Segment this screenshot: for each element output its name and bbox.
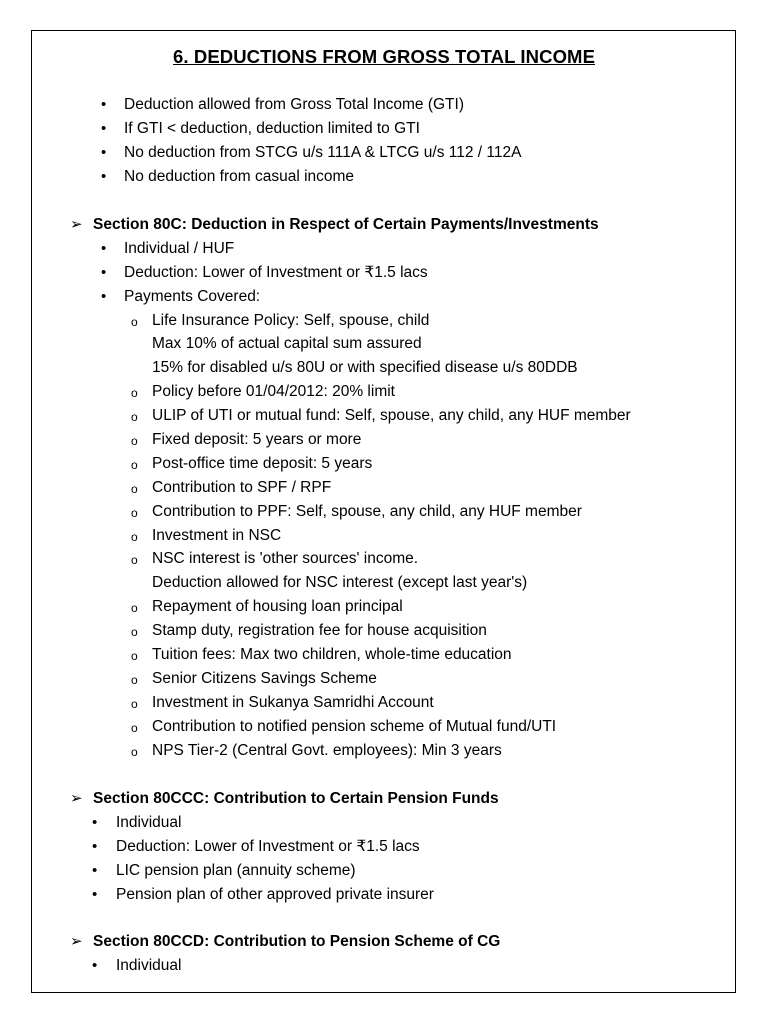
sec80ccd-bullet-1: Individual: [116, 957, 182, 974]
sec80c-item-continuation: 15% for disabled u/s 80U or with specified disease u/s 80DDB: [152, 359, 578, 376]
sec80c-item: Fixed deposit: 5 years or more: [152, 431, 362, 448]
arrow-bullet-icon: ➢: [70, 790, 83, 807]
sec80c-item: Repayment of housing loan principal: [152, 598, 403, 615]
sub-bullet-icon: o: [131, 673, 138, 687]
bullet-icon: •: [92, 838, 98, 855]
sec80c-item: ULIP of UTI or mutual fund: Self, spouse, any child, any HUF member: [152, 407, 631, 424]
sub-bullet-icon: o: [131, 482, 138, 496]
bullet-icon: •: [92, 862, 98, 879]
intro-bullet-3: No deduction from STCG u/s 111A & LTCG u/s 112 / 112A: [124, 144, 522, 161]
sec80c-bullet-1: Individual / HUF: [124, 240, 235, 257]
sub-bullet-icon: o: [131, 697, 138, 711]
section-80c-heading: Section 80C: Deduction in Respect of Certain Payments/Investments: [93, 216, 599, 233]
sec80ccc-bullet-2: Deduction: Lower of Investment or ₹1.5 lacs: [116, 838, 420, 855]
intro-bullet-2: If GTI < deduction, deduction limited to GTI: [124, 120, 420, 137]
sub-bullet-icon: o: [131, 506, 138, 520]
section-80ccd-heading: Section 80CCD: Contribution to Pension Scheme of CG: [93, 933, 501, 950]
sec80ccc-bullet-3: LIC pension plan (annuity scheme): [116, 862, 356, 879]
sec80c-item: NSC interest is 'other sources' income.: [152, 550, 419, 567]
bullet-icon: •: [101, 96, 107, 113]
section-80ccc-heading: Section 80CCC: Contribution to Certain Pension Funds: [93, 790, 499, 807]
bullet-icon: •: [92, 814, 98, 831]
arrow-bullet-icon: ➢: [70, 933, 83, 950]
sec80c-bullet-2: Deduction: Lower of Investment or ₹1.5 lacs: [124, 264, 428, 281]
sec80ccc-bullet-4: Pension plan of other approved private insurer: [116, 886, 434, 903]
sec80c-item: Investment in NSC: [152, 527, 282, 544]
sec80c-item: Contribution to SPF / RPF: [152, 479, 332, 496]
bullet-icon: •: [101, 288, 107, 305]
bullet-icon: •: [101, 168, 107, 185]
sec80c-item: Policy before 01/04/2012: 20% limit: [152, 383, 395, 400]
sec80c-item: Senior Citizens Savings Scheme: [152, 670, 377, 687]
bullet-icon: •: [92, 957, 98, 974]
bullet-icon: •: [92, 886, 98, 903]
sub-bullet-icon: o: [131, 625, 138, 639]
sec80c-item: Contribution to PPF: Self, spouse, any child, any HUF member: [152, 503, 582, 520]
bullet-icon: •: [101, 240, 107, 257]
sec80c-item-continuation: Max 10% of actual capital sum assured: [152, 335, 422, 352]
page-title: 6. DEDUCTIONS FROM GROSS TOTAL INCOME: [172, 46, 596, 67]
sec80c-item: NPS Tier-2 (Central Govt. employees): Min 3 years: [152, 742, 502, 759]
sub-bullet-icon: o: [131, 649, 138, 663]
sub-bullet-icon: o: [131, 553, 138, 567]
bullet-icon: •: [101, 120, 107, 137]
sub-bullet-icon: o: [131, 386, 138, 400]
sec80c-item: Post-office time deposit: 5 years: [152, 455, 373, 472]
sub-bullet-icon: o: [131, 315, 138, 329]
sec80c-bullet-3: Payments Covered:: [124, 288, 261, 305]
sec80c-item: Tuition fees: Max two children, whole-time education: [152, 646, 512, 663]
sec80c-item: Investment in Sukanya Samridhi Account: [152, 694, 434, 711]
sub-bullet-icon: o: [131, 410, 138, 424]
intro-bullet-1: Deduction allowed from Gross Total Income (GTI): [124, 96, 464, 113]
sub-bullet-icon: o: [131, 458, 138, 472]
sub-bullet-icon: o: [131, 721, 138, 735]
bullet-icon: •: [101, 264, 107, 281]
sub-bullet-icon: o: [131, 434, 138, 448]
sub-bullet-icon: o: [131, 745, 138, 759]
arrow-bullet-icon: ➢: [70, 216, 83, 233]
sec80c-item: Contribution to notified pension scheme of Mutual fund/UTI: [152, 718, 557, 735]
sub-bullet-icon: o: [131, 530, 138, 544]
sec80c-item: Life Insurance Policy: Self, spouse, child: [152, 312, 430, 329]
sec80c-item-continuation: Deduction allowed for NSC interest (except last year's): [152, 574, 528, 591]
sub-bullet-icon: o: [131, 601, 138, 615]
intro-bullet-4: No deduction from casual income: [124, 168, 355, 185]
bullet-icon: •: [101, 144, 107, 161]
sec80ccc-bullet-1: Individual: [116, 814, 182, 831]
sec80c-item: Stamp duty, registration fee for house acquisition: [152, 622, 487, 639]
